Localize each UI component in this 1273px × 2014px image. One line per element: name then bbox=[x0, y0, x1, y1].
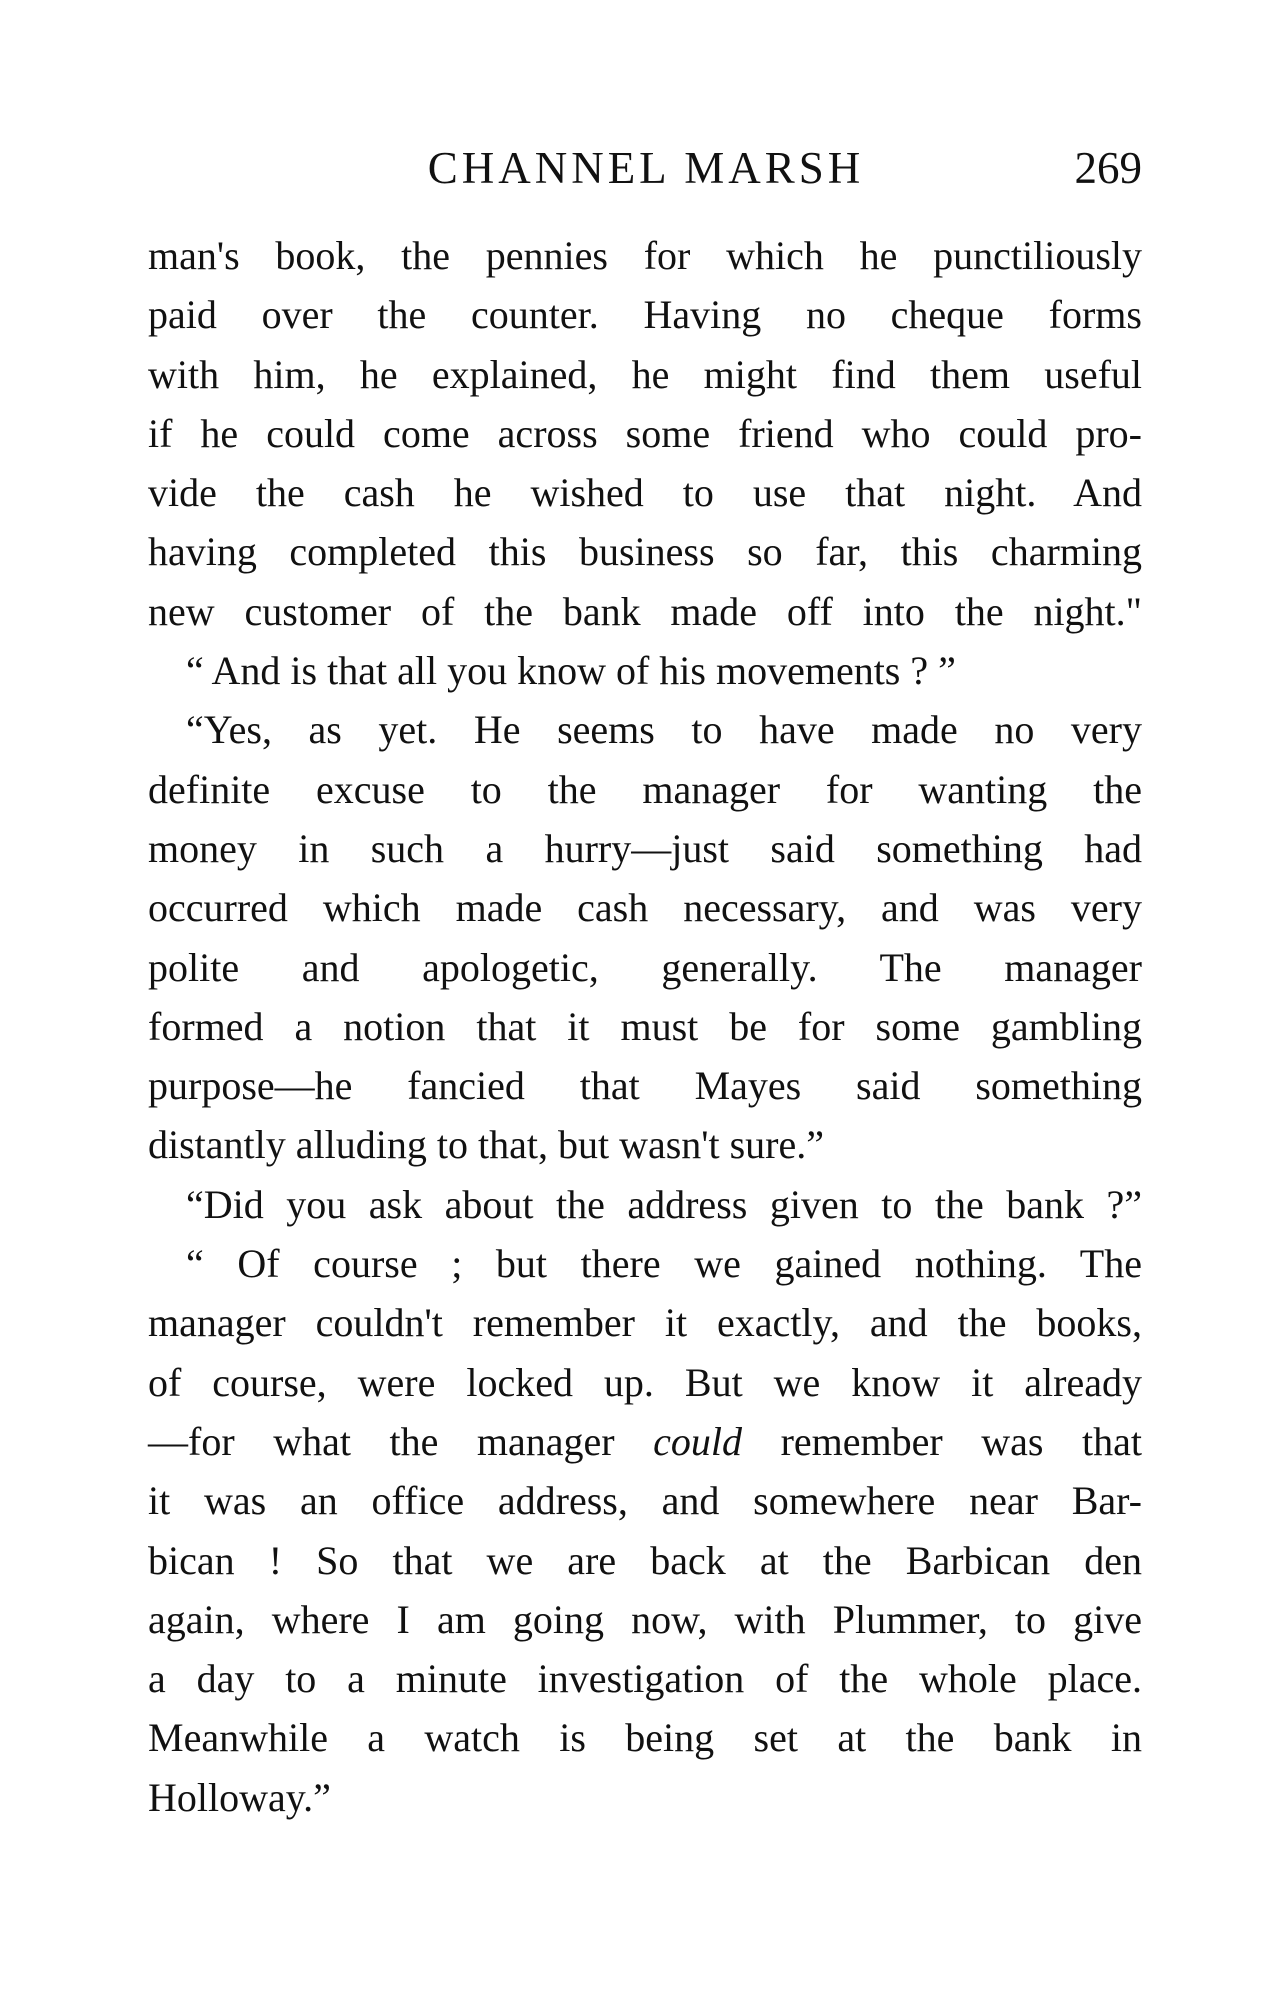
text-line: a day to a minute investigation of the whole place. bbox=[148, 1656, 1142, 1702]
text-line: having completed this business so far, this charming bbox=[148, 529, 1142, 575]
text-run: remember was that bbox=[742, 1418, 1142, 1464]
text-line: money in such a hurry—just said something had bbox=[148, 825, 1142, 871]
text-line: “ Of course ; but there we gained nothing. The bbox=[186, 1241, 1142, 1287]
text-line: occurred which made cash necessary, and was very bbox=[148, 885, 1142, 931]
text-line: distantly alluding to that, but wasn't sure.” bbox=[148, 1122, 824, 1168]
text-run: —for what the manager bbox=[148, 1418, 654, 1464]
text-line: manager couldn't remember it exactly, and the books, bbox=[148, 1300, 1142, 1346]
text-line: new customer of the bank made off into the night." bbox=[148, 588, 1142, 634]
running-title: CHANNEL MARSH bbox=[427, 143, 865, 193]
text-line: “Did you ask about the address given to the bank ?” bbox=[186, 1181, 1142, 1227]
text-line: “Yes, as yet. He seems to have made no very bbox=[186, 707, 1142, 753]
text-line: again, where I am going now, with Plummer, to give bbox=[148, 1596, 1142, 1642]
text-line: purpose—he fancied that Mayes said something bbox=[148, 1063, 1142, 1109]
text-line: with him, he explained, he might find them useful bbox=[148, 351, 1142, 397]
text-line: vide the cash he wished to use that night. And bbox=[148, 470, 1142, 516]
text-line: formed a notion that it must be for some gambling bbox=[148, 1003, 1142, 1049]
page-number: 269 bbox=[1074, 143, 1142, 193]
text-line: if he could come across some friend who could pro- bbox=[148, 410, 1142, 456]
text-line: man's book, the pennies for which he punctiliously bbox=[148, 233, 1142, 278]
text-line: polite and apologetic, generally. The manager bbox=[148, 944, 1142, 990]
text-line: bican ! So that we are back at the Barbican den bbox=[148, 1537, 1142, 1583]
text-line: Meanwhile a watch is being set at the bank in bbox=[148, 1715, 1142, 1761]
text-line: paid over the counter. Having no cheque forms bbox=[148, 292, 1142, 338]
text-line: of course, were locked up. But we know it already bbox=[148, 1359, 1142, 1405]
text-line: Holloway.” bbox=[148, 1774, 331, 1820]
body-text bbox=[148, 226, 1142, 1827]
text-line: definite excuse to the manager for wanting the bbox=[148, 766, 1142, 812]
text-line bbox=[148, 1412, 1142, 1471]
text-line: it was an office address, and somewhere near Bar- bbox=[148, 1478, 1142, 1524]
italic-emphasis: could bbox=[653, 1418, 743, 1464]
text-line: “ And is that all you know of his movements ? ” bbox=[186, 648, 956, 694]
page-header bbox=[150, 138, 1142, 198]
